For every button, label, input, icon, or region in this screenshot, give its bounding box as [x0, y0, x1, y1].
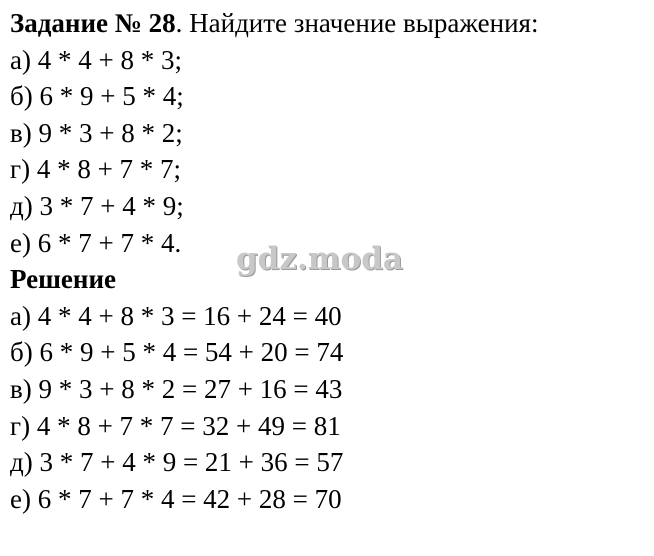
task-item-v: в) 9 * 3 + 8 * 2; [10, 117, 183, 148]
task-item-a: а) 4 * 4 + 8 * 3; [10, 44, 182, 75]
solution-heading: Решение [10, 264, 116, 295]
task-text: . Найдите значение выражения: [175, 8, 539, 38]
watermark-logo: gdz.moda [236, 241, 403, 277]
solution-item-v: в) 9 * 3 + 8 * 2 = 27 + 16 = 43 [10, 373, 343, 404]
solution-item-g: г) 4 * 8 + 7 * 7 = 32 + 49 = 81 [10, 410, 341, 441]
task-label: Задание № 28 [10, 8, 176, 38]
task-title [10, 5, 650, 42]
task-item-g: г) 4 * 8 + 7 * 7; [10, 154, 182, 185]
solution-item-d: д) 3 * 7 + 4 * 9 = 21 + 36 = 57 [10, 447, 344, 478]
task-item-d: д) 3 * 7 + 4 * 9; [10, 190, 184, 221]
task-item-b: б) 6 * 9 + 5 * 4; [10, 81, 184, 112]
solution-item-e: е) 6 * 7 + 7 * 4 = 42 + 28 = 70 [10, 483, 342, 514]
solution-item-a: а) 4 * 4 + 8 * 3 = 16 + 24 = 40 [10, 300, 342, 331]
solution-item-b: б) 6 * 9 + 5 * 4 = 54 + 20 = 74 [10, 337, 344, 368]
task-item-e: е) 6 * 7 + 7 * 4. [10, 227, 182, 258]
